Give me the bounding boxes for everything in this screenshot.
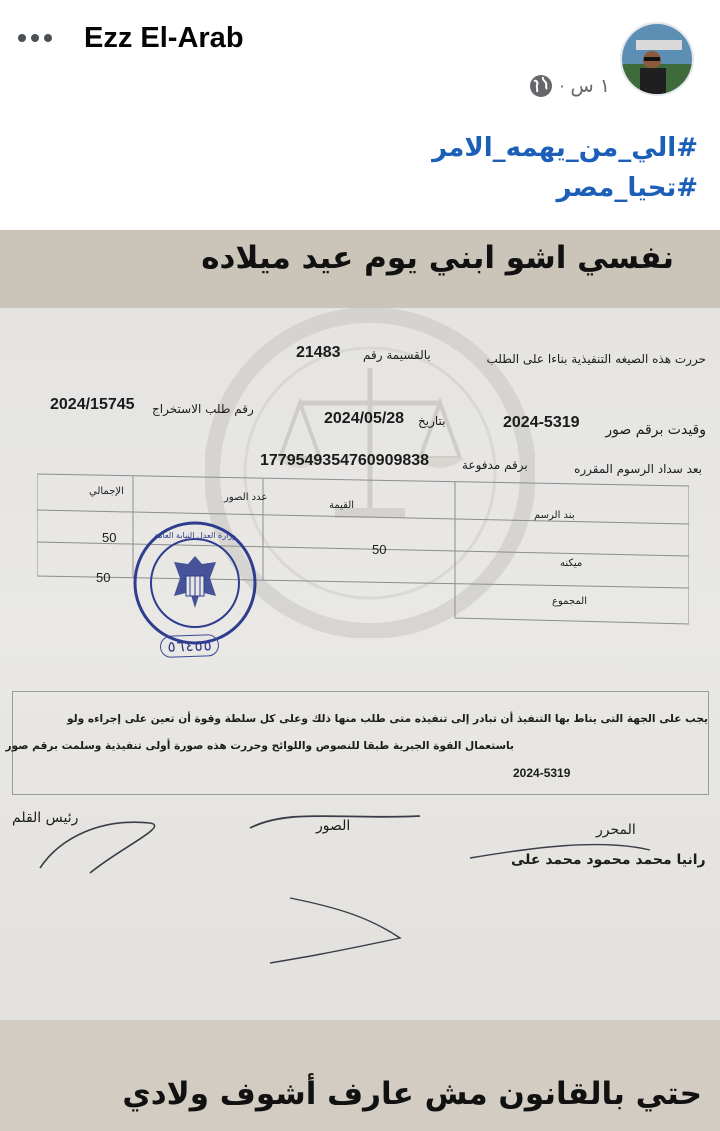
hashtag-link[interactable]: #الي_من_يهمه_الامر <box>432 133 698 163</box>
table-header-count: عدد الصور <box>224 492 268 503</box>
table-cell-value: 50 <box>372 542 387 557</box>
doc-copy-number: 2024-5319 <box>503 414 580 431</box>
table-sum-total: 50 <box>96 570 111 585</box>
document-photo <box>0 308 720 1020</box>
meta-separator: · <box>559 76 565 96</box>
doc-request-label: رقم طلب الاستخراج <box>152 402 254 416</box>
notice-line1: يجب على الجهة التى يناط بها التنفيذ أن تبادر إلى تنفيذه متى طلب منها ذلك وعلى كل سلطة وقوة أن تعين على إجراءه ولو <box>66 713 708 725</box>
doc-line1-label: حررت هذه الصيغه التنفيذية بناءا على الطلب <box>486 352 706 366</box>
sig-copies-label: الصور <box>316 818 351 834</box>
official-seal-icon <box>130 518 260 648</box>
post-header <box>0 0 720 230</box>
doc-date: 2024/05/28 <box>324 410 405 427</box>
doc-line2-label: وقيدت برقم صور <box>605 422 706 438</box>
doc-date-label: بتاريخ <box>418 414 446 428</box>
table-cell-total: 50 <box>102 530 117 545</box>
sig-editor-label: المحرر <box>596 822 636 838</box>
notice-number: 2024-5319 <box>513 766 571 780</box>
handwritten-number: ٥٦٤٥٥ <box>160 634 220 658</box>
hashtags <box>432 128 698 208</box>
seal-text: وزارة العدل النيابة العامة <box>153 531 237 540</box>
table-header-value: القيمة <box>329 500 355 511</box>
sig-editor-name: رانيا محمد محمود محمد على <box>511 852 706 868</box>
doc-line3-label2: برقم مدفوعة <box>462 458 528 472</box>
table-cell-item: ميكنه <box>560 558 583 569</box>
doc-payment-number: 177954935476090983​8 <box>260 452 430 469</box>
signature-strokes <box>0 778 720 998</box>
table-header-row <box>44 486 694 521</box>
doc-receipt-number: 21483 <box>296 344 341 361</box>
bottom-caption: حتي بالقانون مش عارف أشوف ولادي <box>122 1076 702 1112</box>
doc-line3-label: بعد سداد الرسوم المقرره <box>574 462 702 476</box>
avatar[interactable] <box>620 22 694 96</box>
doc-line1-label2: بالقسيمة رقم <box>363 348 431 362</box>
post-meta <box>529 72 610 100</box>
globe-icon <box>529 74 553 98</box>
hashtag-link[interactable]: #تحيا_مصر <box>556 173 698 203</box>
more-options-icon[interactable] <box>18 28 62 48</box>
author-name[interactable]: Ezz El-Arab <box>84 22 244 54</box>
post-image[interactable] <box>0 230 720 1131</box>
table-sum-label: المجموع <box>552 596 587 607</box>
sig-head-label: رئيس القلم <box>12 810 79 826</box>
top-caption: نفسي اشو ابني يوم عيد ميلاده <box>201 240 674 276</box>
table-header-item: بند الرسم <box>534 510 575 521</box>
table-header-total: الإجمالي <box>89 486 124 497</box>
post-time[interactable]: ١ س <box>570 75 610 97</box>
notice-line2: باستعمال القوة الجبرية طبقا للنصوص واللوائح وحررت هذه صورة أولى تنفيذية وسلمت برقم صور <box>5 740 514 752</box>
doc-request-number: 2024/15745 <box>50 396 135 413</box>
